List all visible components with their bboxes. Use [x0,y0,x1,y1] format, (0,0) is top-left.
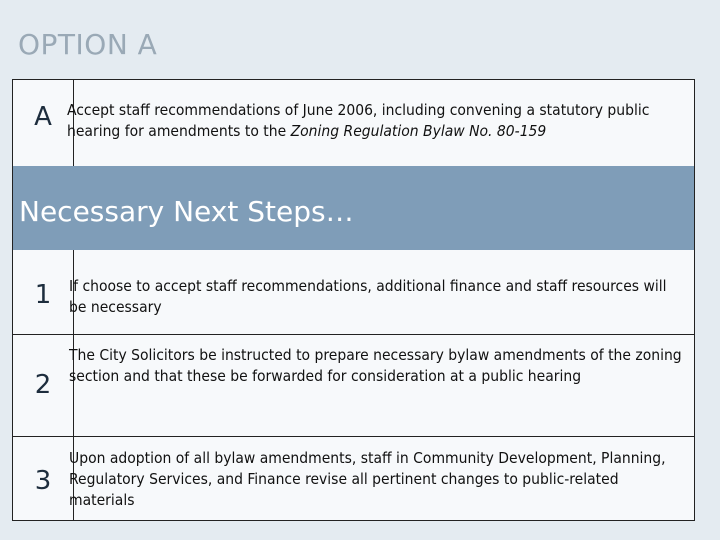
option-text-main: Accept staff recommendations of June 2006, including convening a statutory public hearing for amendments to the [67,101,650,140]
step-number: 3 [34,466,52,496]
step-number: 2 [34,370,52,400]
row-divider [13,436,694,437]
step-number: 1 [34,280,52,310]
section-banner [13,166,694,250]
content-table [12,79,695,521]
option-text-italic: Zoning Regulation Bylaw No. 80-159 [290,122,547,140]
banner-title: Necessary Next Steps… [19,195,354,228]
step-text: If choose to accept staff recommendations, additional finance and staff resources will be necessary [69,277,667,316]
step-text: Upon adoption of all bylaw amendments, staff in Community Development, Planning, Regulatory Services, and Finance revise all pertinent changes to public-related materials [69,449,666,509]
option-key: A [34,102,52,132]
step-text: The City Solicitors be instructed to prepare necessary bylaw amendments of the zoning section and that these be forwarded for consideration at a public hearing [69,346,682,385]
option-text [67,100,683,142]
slide-title: OPTION A [18,28,158,61]
row-divider [13,334,694,335]
